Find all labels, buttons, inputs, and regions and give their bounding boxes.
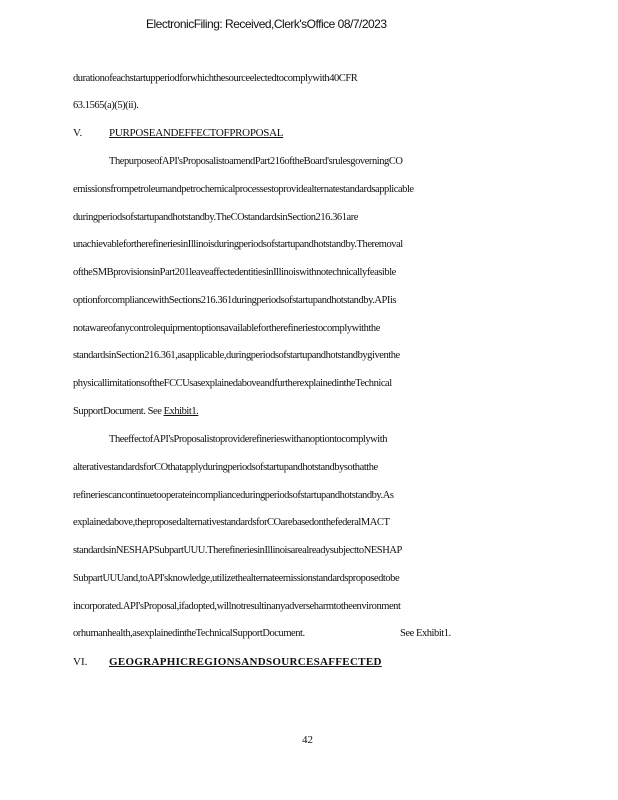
p2-line-7: incorporated.API'sProposal,ifadopted,willnotresultinanyadverseharmtotheenvironment — [73, 601, 401, 612]
intro-line-1: durationofeachstartupperiodforwhichthesourceelectedtocomplywith40CFR — [73, 73, 358, 84]
intro-line-2: 63.1565(a)(5)(ii). — [73, 100, 139, 111]
section-v-title: PURPOSEANDEFFECTOFPROPOSAL — [109, 127, 284, 139]
p2-line-3: refineriescancontinuetooperateincomplianceduringperiodsofstartupandhotstandby.As — [73, 490, 394, 501]
section-vi-number: VI. — [73, 656, 88, 668]
p2-see-exhibit: See Exhibit1. — [400, 628, 451, 639]
p2-line-6: SubpartUUUand,toAPI'sknowledge,utilizethealternateemissionstandardsproposedtobe — [73, 573, 400, 584]
p1-line-6: optionforcompliancewithSections216.361duringperiodsofstartupandhotstandby.APIis — [73, 295, 397, 306]
section-vi-title: GEOGRAPHICREGIONSANDSOURCESAFFECTED — [109, 656, 382, 668]
page-number: 42 — [302, 734, 313, 746]
p2-line-8: orhumanhealth,asexplainedintheTechnicalSupportDocument. — [73, 628, 305, 639]
section-v-number: V. — [73, 127, 83, 139]
p1-last-text: SupportDocument. See — [73, 406, 164, 417]
p1-line-1: ThepurposeofAPI'sProposalistoamendPart216oftheBoard'srulesgoverningCO — [109, 156, 403, 167]
p2-line-2: alterativestandardsforCOthatapplyduringperiodsofstartupandhotstandbysothatthe — [73, 462, 378, 473]
p1-line-8: standardsinSection216.361,asapplicable,duringperiodsofstartupandhotstandbygiventhe — [73, 350, 400, 361]
p1-line-9: physicallimitationsoftheFCCUsasexplainedaboveandfurtherexplainedintheTechnical — [73, 378, 392, 389]
p2-line-5: standardsinNESHAPSubpartUUU.TherefineriesinIllinoisarealreadysubjecttoNESHAP — [73, 545, 402, 556]
p1-line-7: notawareofanycontrolequipmentoptionsavailablefortherefineriestocomplywiththe — [73, 323, 380, 334]
filing-stamp: ElectronicFiling: Received,Clerk'sOffice 08/7/2023 — [146, 17, 387, 31]
p1-line-10 — [73, 406, 198, 417]
p1-line-5: oftheSMBprovisionsinPart201leaveaffectedentitiesinIllinoiswithnotechnicallyfeasible — [73, 267, 396, 278]
p1-line-2: emissionsfrompetroleumandpetrochemicalprocessestoprovidealternatestandardsapplicable — [73, 184, 414, 195]
p1-line-3: duringperiodsofstartupandhotstandby.TheCOstandardsinSection216.361are — [73, 212, 358, 223]
p2-line-1: TheeffectofAPI'sProposalistoproviderefinerieswithanoptiontocomplywith — [109, 434, 387, 445]
p1-line-4: unachievablefortherefineriesinIllinoisduringperiodsofstartupandhotstandby.Theremoval — [73, 239, 403, 250]
p2-line-4: explainedabove,theproposedalternativestandardsforCOarebasedonthefederalMACT — [73, 517, 390, 528]
exhibit-link: Exhibit1. — [163, 406, 199, 417]
